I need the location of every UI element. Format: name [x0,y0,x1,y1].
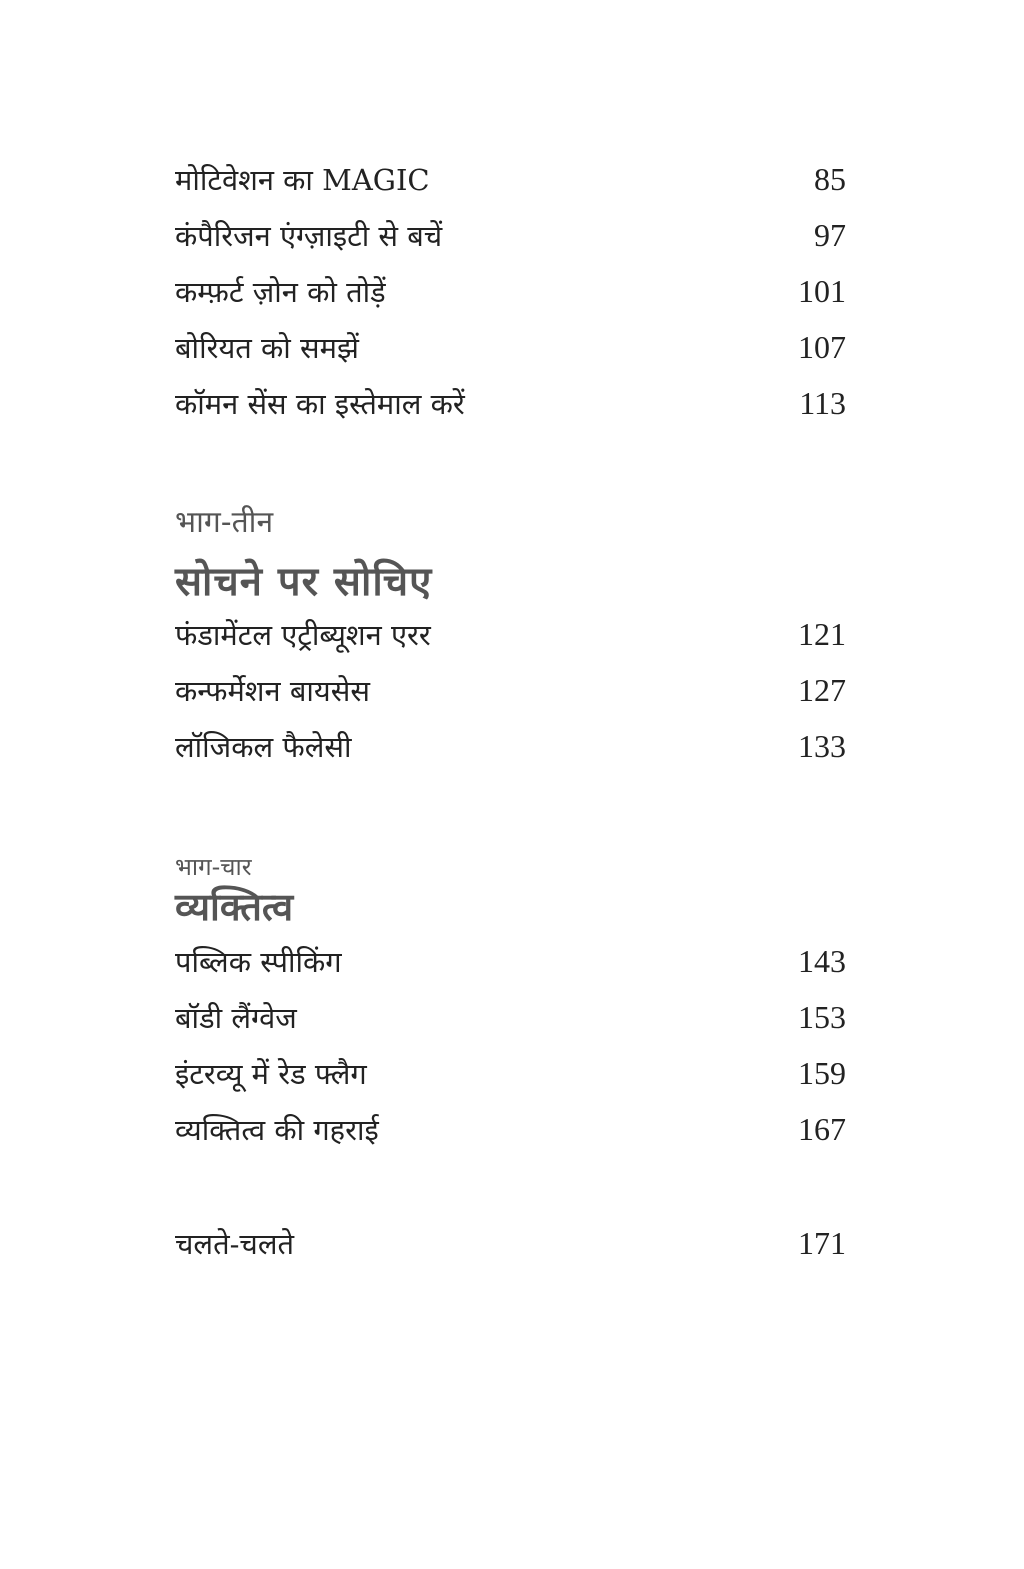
toc-entry-page: 85 [814,161,846,197]
toc-entry-title: फंडामेंटल एट्रीब्यूशन एरर [175,618,431,652]
toc-entry-title: चलते-चलते [175,1227,295,1261]
toc-entry[interactable] [175,263,846,319]
toc-entry-title: इंटरव्यू में रेड फ्लैग [175,1057,367,1091]
toc-entry[interactable] [175,1215,846,1271]
toc-entry-page: 159 [798,1055,846,1091]
toc-entry[interactable] [175,933,846,989]
toc-entry[interactable] [175,662,846,718]
toc-entry-title: मोटिवेशन का MAGIC [175,163,430,197]
part-three-title: सोचने पर सोचिए [175,559,433,605]
part-four-label: भाग-चार [175,853,252,881]
toc-entry-title: पब्लिक स्पीकिंग [175,945,342,979]
part-three-label: भाग-तीन [175,505,274,540]
toc-section-one [175,151,846,431]
toc-entry-page: 143 [798,943,846,979]
toc-entry-page: 171 [798,1225,846,1261]
toc-entry-page: 113 [799,385,846,421]
part-four-title: व्यक्तित्व [175,885,294,929]
toc-entry[interactable] [175,207,846,263]
toc-section-part-four [175,933,846,1157]
toc-entry-title: कॉमन सेंस का इस्तेमाल करें [175,387,465,421]
toc-entry-title: कन्फर्मेशन बायसेस [175,674,370,708]
toc-entry-page: 97 [814,217,846,253]
toc-entry-page: 101 [798,273,846,309]
toc-entry[interactable] [175,718,846,774]
toc-entry[interactable] [175,1045,846,1101]
toc-entry-title: व्यक्तित्व की गहराई [175,1113,379,1147]
toc-entry[interactable] [175,989,846,1045]
toc-entry-page: 121 [798,616,846,652]
toc-entry-page: 107 [798,329,846,365]
toc-entry-title: बॉडी लैंग्वेज [175,1001,297,1035]
toc-section-closing [175,1215,846,1271]
toc-entry[interactable] [175,606,846,662]
toc-entry-page: 133 [798,728,846,764]
toc-entry-page: 153 [798,999,846,1035]
toc-section-part-three [175,606,846,774]
toc-entry-title: बोरियत को समझें [175,331,359,365]
toc-entry-title: लॉजिकल फैलेसी [175,730,352,764]
toc-entry[interactable] [175,375,846,431]
toc-entry[interactable] [175,319,846,375]
toc-entry-title: कंपैरिजन एंग्ज़ाइटी से बचें [175,219,443,253]
toc-entry[interactable] [175,1101,846,1157]
toc-entry-page: 127 [798,672,846,708]
toc-entry-page: 167 [798,1111,846,1147]
toc-entry-title: कम्फ़र्ट ज़ोन को तोड़ें [175,275,386,309]
toc-entry[interactable] [175,151,846,207]
